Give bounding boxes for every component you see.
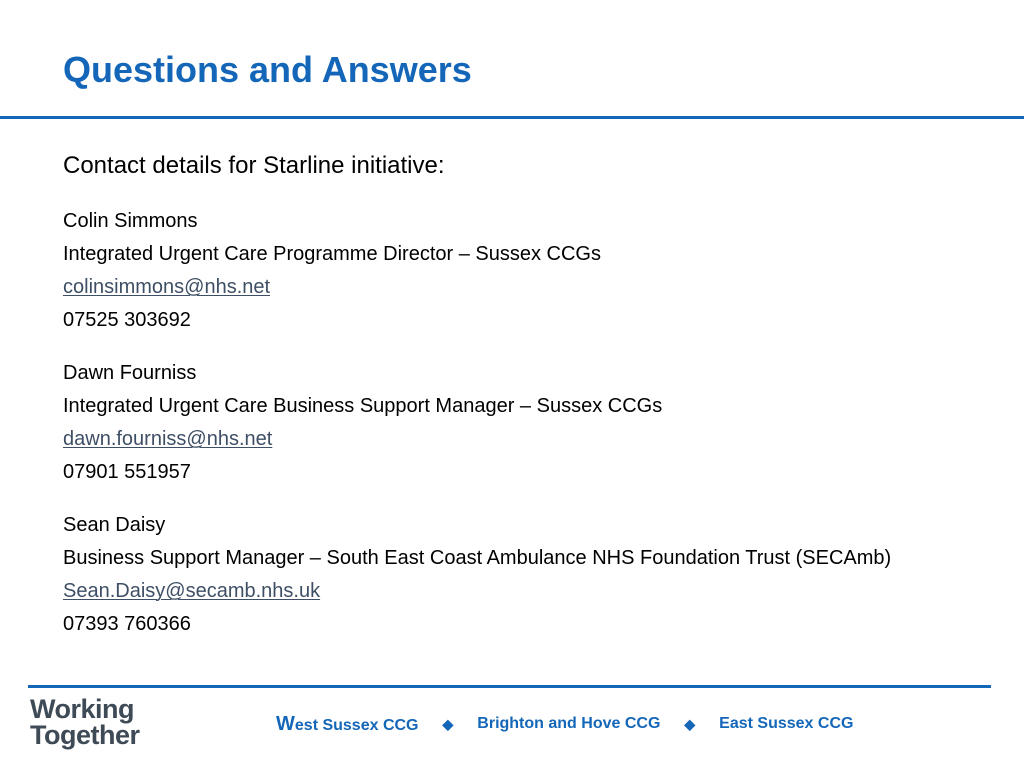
contact-role: Integrated Urgent Care Business Support Manager – Sussex CCGs (63, 395, 663, 417)
ccg-west-sussex: West Sussex CCG (276, 712, 419, 735)
contact-phone: 07393 760366 (63, 613, 191, 635)
contact-block-dawn (63, 361, 963, 493)
logo-line-2: Together (30, 720, 140, 750)
slide-title: Questions and Answers (63, 49, 472, 90)
contact-phone: 07901 551957 (63, 461, 191, 483)
contact-email-link[interactable]: colinsimmons@nhs.net (63, 276, 271, 298)
contact-block-colin (63, 209, 963, 341)
footer-divider (28, 685, 991, 688)
diamond-icon: ◆ (442, 715, 454, 732)
diamond-icon: ◆ (684, 715, 696, 732)
logo-line-1: Working (30, 694, 134, 724)
contact-role: Integrated Urgent Care Programme Director – Sussex CCGs (63, 243, 601, 265)
contact-name: Colin Simmons (63, 210, 198, 232)
contact-email-link[interactable]: Sean.Daisy@secamb.nhs.uk (63, 580, 321, 602)
contact-name: Dawn Fourniss (63, 362, 197, 384)
contact-phone: 07525 303692 (63, 309, 191, 331)
contact-block-sean (63, 513, 963, 645)
contact-role: Business Support Manager – South East Coast Ambulance NHS Foundation Trust (SECAmb) (63, 547, 892, 569)
ccg-partner-bar (276, 712, 853, 736)
contact-name: Sean Daisy (63, 514, 166, 536)
working-together-logo (30, 696, 140, 748)
intro-heading: Contact details for Starline initiative: (63, 152, 445, 179)
ccg-brighton-hove: Brighton and Hove CCG (477, 715, 661, 732)
contact-email-link[interactable]: dawn.fourniss@nhs.net (63, 428, 273, 450)
ccg-east-sussex: East Sussex CCG (719, 715, 854, 732)
title-divider (0, 116, 1024, 119)
